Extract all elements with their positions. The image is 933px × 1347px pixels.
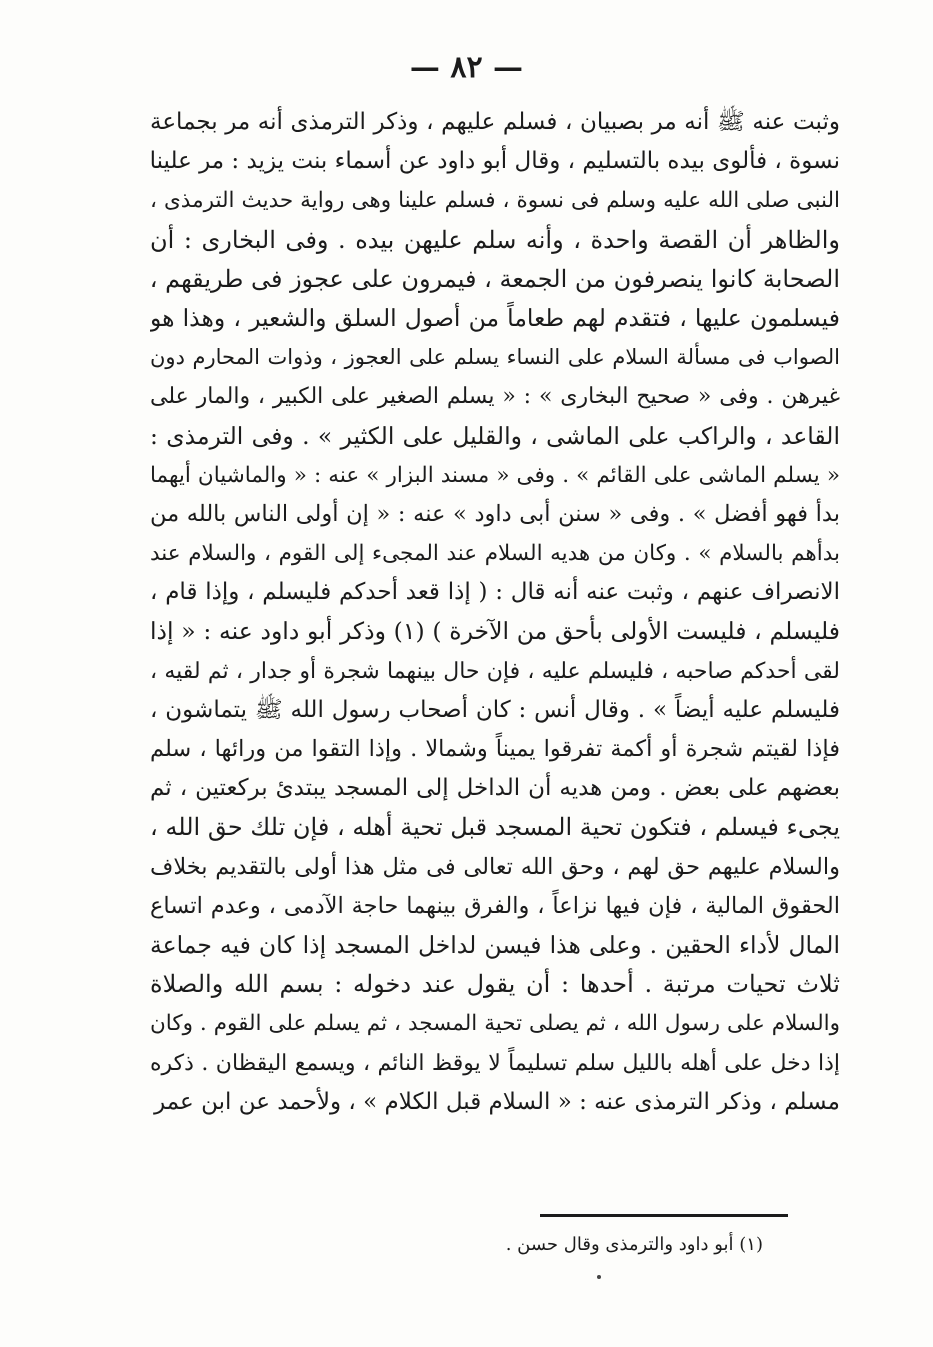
text-line: القاعد ، والراكب على الماشى ، والقليل على الكثير » . وفى الترمذى :	[150, 421, 840, 450]
text-line: لقى أحدكم صاحبه ، فليسلم عليه ، فإن حال بينهما شجرة أو جدار ، ثم لقيه ،	[150, 658, 840, 684]
text-line: وثبت عنه ﷺ أنه مر بصبيان ، فسلم عليهم ، وذكر الترمذى أنه مر بجماعة	[150, 109, 840, 135]
text-line: الحقوق المالية ، فإن فيها نزاعاً ، والفرق بينهما حاجة الآدمى ، وعدم اتساع	[150, 892, 840, 919]
text-line: النبى صلى الله عليه وسلم فى نسوة ، فسلم علينا وهى رواية حديث الترمذى ،	[150, 188, 840, 214]
text-line: والظاهر أن القصة واحدة ، وأنه سلم عليهن بيده . وفى البخارى : أن	[150, 225, 840, 254]
text-line: بعضهم على بعض . ومن هديه أن الداخل إلى المسجد يبتدئ بركعتين ، ثم	[150, 775, 840, 802]
text-line: غيرهن . وفى « صحيح البخارى » : « يسلم الصغير على الكبير ، والمار على	[150, 384, 840, 410]
text-line: الانصراف عنهم ، وثبت عنه أنه قال : ( إذا قعد أحدكم فليسلم ، وإذا قام ،	[150, 579, 840, 606]
text-line: « يسلم الماشى على القائم » . وفى « مسند البزار » عنه : « والماشيان أيهما	[150, 462, 840, 488]
text-line: الصواب فى مسألة السلام على النساء يسلم على العجوز ، وذوات المحارم دون	[150, 345, 840, 370]
footnote-divider	[540, 1214, 788, 1217]
text-line: بدأ فهو أفضل » . وفى « سنن أبى داود » عنه : « إن أولى الناس بالله من	[150, 500, 840, 527]
text-line: يجىء فيسلم ، فتكون تحية المسجد قبل تحية أهله ، فإن تلك حق الله ،	[150, 813, 840, 842]
text-line: فليسلم ، فليست الأولى بأحق من الآخرة ) (١) وذكر أبو داود عنه : « إذا	[150, 617, 840, 646]
text-line: والسلام على رسول الله ، ثم يصلى تحية المسجد ، ثم يسلم على القوم . وكان	[150, 1011, 840, 1037]
text-line: نسوة ، فألوى بيده بالتسليم ، وقال أبو داود عن أسماء بنت يزيد : مر علينا	[150, 148, 840, 175]
text-line: الصحابة كانوا ينصرفون من الجمعة ، فيمرون على عجوز فى طريقهم ،	[150, 264, 840, 293]
text-line: فليسلم عليه أيضاً » . وقال أنس : كان أصحاب رسول الله ﷺ يتماشون ،	[150, 696, 840, 723]
text-line: المال لأداء الحقين . وعلى هذا فيسن لداخل المسجد إذا كان فيه جماعة	[150, 930, 840, 959]
footnote: (١) أبو داود والترمذى وقال حسن .	[505, 1234, 763, 1255]
text-line: إذا دخل على أهله بالليل سلم تسليماً لا يوقظ النائم ، ويسمع اليقظان . ذكره	[150, 1050, 840, 1076]
text-line: فيسلمون عليها ، فتقدم لهم طعاماً من أصول السلق والشعير ، وهذا هو	[150, 303, 840, 332]
text-line: والسلام عليهم حق لهم ، وحق الله تعالى فى مثل هذا أولى بالتقديم بخلاف	[150, 853, 840, 880]
body-text	[150, 103, 840, 1122]
text-line: فإذا لقيتم شجرة أو أكمة تفرقوا يميناً وشمالا . وإذا التقوا من ورائها ، سلم	[150, 736, 840, 762]
text-line: بدأهم بالسلام » . وكان من هديه السلام عند المجىء إلى القوم ، والسلام عند	[150, 541, 840, 567]
page-number: — ٨٢ —	[409, 50, 524, 85]
print-speck	[597, 1275, 601, 1279]
text-line: ثلاث تحيات مرتبة . أحدها : أن يقول عند دخوله : بسم الله والصلاة	[150, 970, 840, 999]
text-line: مسلم ، وذكر الترمذى عنه : « السلام قبل الكلام » ، ولأحمد عن ابن عمر	[154, 1088, 840, 1115]
